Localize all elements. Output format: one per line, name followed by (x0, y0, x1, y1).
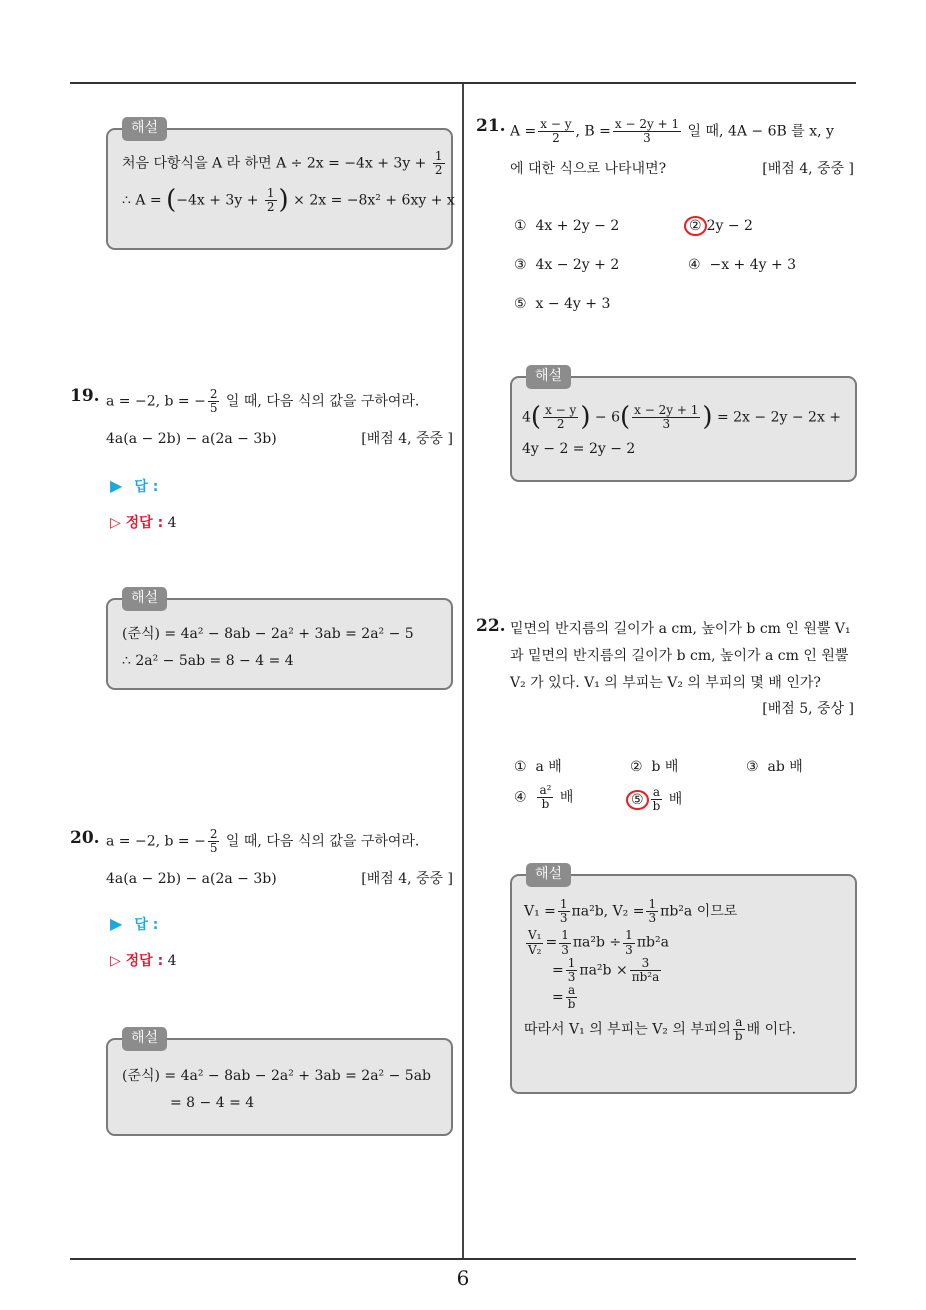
q18-sol-fraction2: $\frac{1}{2}$ (266, 186, 275, 215)
q22-sol-line3: = $\frac{1}{3}$ πa²b × $\frac{3}{\text{πb²a}}$ (552, 955, 660, 984)
q22-choice-1[interactable]: ① a 배 (514, 759, 562, 775)
q22-number: 22. (476, 616, 506, 636)
q18-solution-box (106, 120, 455, 250)
q19-sol-line1: (준식) = 4a² − 8ab − 2a² + 3ab = 2a² − 5 (122, 626, 414, 642)
outline-play-icon: ▷ (110, 953, 126, 969)
q20-expression: 4a(a − 2b) − a(2a − 3b) (106, 871, 277, 887)
q22-choice-2[interactable]: ② b 배 (630, 759, 679, 775)
q22-meta: [배점 5, 중상 ] (762, 701, 854, 717)
column-divider (462, 84, 464, 1258)
q22-sol-line2: $\frac{\text{V₁}}{\text{V₂}}$ = $\frac{1}{3}$ πa²b ÷ $\frac{1}{3}$ πb²a (528, 928, 669, 957)
q18-sol-line1-text: 처음 다항식을 A 라 하면 A ÷ 2x = −4x + 3y + (122, 155, 427, 172)
selected-answer-circle: ⑤ (626, 790, 649, 810)
q19-prompt: a = −2, b = − $\frac{2}{5}$ 일 때, 다음 식의 값을 구하여라. (106, 387, 420, 416)
q22-line2: 과 밑면의 반지름의 길이가 b cm, 높이가 a cm 인 원뿔 (510, 648, 849, 664)
q18-sol-fraction: $\frac{1}{2}$ (434, 149, 443, 178)
page-number: 6 (456, 1266, 470, 1290)
q19-meta: [배점 4, 중중 ] (361, 431, 453, 447)
q20-meta: [배점 4, 중중 ] (361, 871, 453, 887)
q18-sol-line2-tail: × 2x = −8x² + 6xy + x (293, 192, 455, 209)
q21-fraction-b: $\frac{x - 2y + 1}{3}$ (614, 117, 680, 146)
q21-prompt: A = $\frac{x - y}{2}$ , B = $\frac{x - 2y + 1}{3}$ 일 때, 4A − 6B 를 x, y (510, 117, 834, 146)
q20-solution-box (106, 1030, 453, 1136)
q19-correct-value: 4 (167, 515, 177, 531)
q19-sol-line2: ∴ 2a² − 5ab = 8 − 4 = 4 (122, 653, 294, 669)
q18-sol-line2: ∴ A = (−4x + 3y + $\frac{1}{2}$ ) × 2x = −8x² + 6xy + x (122, 185, 455, 216)
q21-choice-2[interactable]: ② 2y − 2 (684, 216, 753, 236)
play-icon: ▶ (110, 476, 123, 495)
q22-choice-5[interactable]: ⑤ $\frac{a}{b}$ 배 (626, 786, 682, 813)
q22-sol-line4: = $\frac{a}{b}$ (552, 983, 576, 1012)
q18-sol-line2-inner: −4x + 3y + (176, 192, 259, 209)
q19-correct-row: ▷ 정답 : 4 (110, 515, 177, 531)
q20-fraction: $\frac{2}{5}$ (209, 827, 218, 856)
q21-choice-1[interactable]: ① 4x + 2y − 2 (514, 218, 620, 234)
outline-play-icon: ▷ (110, 515, 126, 531)
q21-sol-line2: 4y − 2 = 2y − 2 (522, 441, 636, 457)
q18-sol-line1 (122, 150, 443, 177)
q21-fraction-a: $\frac{x - y}{2}$ (540, 117, 572, 146)
q19-solution-box (106, 590, 453, 690)
q22-line3: V₂ 가 있다. V₁ 의 부피는 V₂ 의 부피의 몇 배 인가? (510, 675, 821, 691)
solution-tag: 해설 (526, 365, 571, 389)
q20-correct-value: 4 (167, 953, 177, 969)
q22-choice-4[interactable]: ④ $\frac{\text{a²}}{b}$ 배 (514, 783, 574, 812)
q22-sol-line5: 따라서 V₁ 의 부피는 V₂ 의 부피의 $\frac{a}{b}$ 배 이다. (524, 1014, 797, 1043)
q21-number: 21. (476, 116, 506, 136)
solution-tag: 해설 (122, 587, 167, 611)
q20-number: 20. (70, 828, 100, 848)
q20-correct-row: ▷ 정답 : 4 (110, 953, 177, 969)
play-icon: ▶ (110, 914, 123, 933)
q22-sol-line1: V₁ = $\frac{1}{3}$ πa²b, V₂ = $\frac{1}{3}$ πb²a 이므로 (524, 897, 738, 926)
q19-fraction: $\frac{2}{5}$ (209, 387, 218, 416)
q22-choice-3[interactable]: ③ ab 배 (746, 759, 803, 775)
q20-sol-line1: (준식) = 4a² − 8ab − 2a² + 3ab = 2a² − 5ab (122, 1068, 432, 1084)
q20-prompt: a = −2, b = − $\frac{2}{5}$ 일 때, 다음 식의 값을 구하여라. (106, 827, 420, 856)
q19-number: 19. (70, 386, 100, 406)
solution-tag: 해설 (122, 117, 167, 141)
q19-expression: 4a(a − 2b) − a(2a − 3b) (106, 431, 277, 447)
q21-choice-4[interactable]: ④ −x + 4y + 3 (688, 257, 797, 273)
solution-tag: 해설 (526, 863, 571, 887)
q21-solution-box (510, 368, 857, 482)
q21-choice-5[interactable]: ⑤ x − 4y + 3 (514, 296, 611, 312)
solution-tag: 해설 (122, 1027, 167, 1051)
q18-sol-line2-head: ∴ A = (122, 192, 162, 209)
q21-meta: [배점 4, 중중 ] (762, 161, 854, 177)
selected-answer-circle: ② (684, 216, 707, 236)
q21-choice-3[interactable]: ③ 4x − 2y + 2 (514, 257, 620, 273)
q22-line1: 밑면의 반지름의 길이가 a cm, 높이가 b cm 인 원뿔 V₁ (510, 621, 851, 637)
bottom-rule (70, 1258, 856, 1260)
q21-prompt-line2: 에 대한 식으로 나타내면? (510, 161, 667, 177)
q21-sol-line1: 4( $\frac{x - y}{2}$ ) − 6( $\frac{x - 2y + 1}{3}$ ) = 2x − 2y − 2x + (522, 402, 842, 432)
q19-answer-row: ▶ 답 : (110, 476, 159, 495)
q20-answer-row: ▶ 답 : (110, 914, 159, 933)
q20-sol-line2: = 8 − 4 = 4 (170, 1095, 255, 1111)
q22-solution-box (510, 866, 857, 1094)
